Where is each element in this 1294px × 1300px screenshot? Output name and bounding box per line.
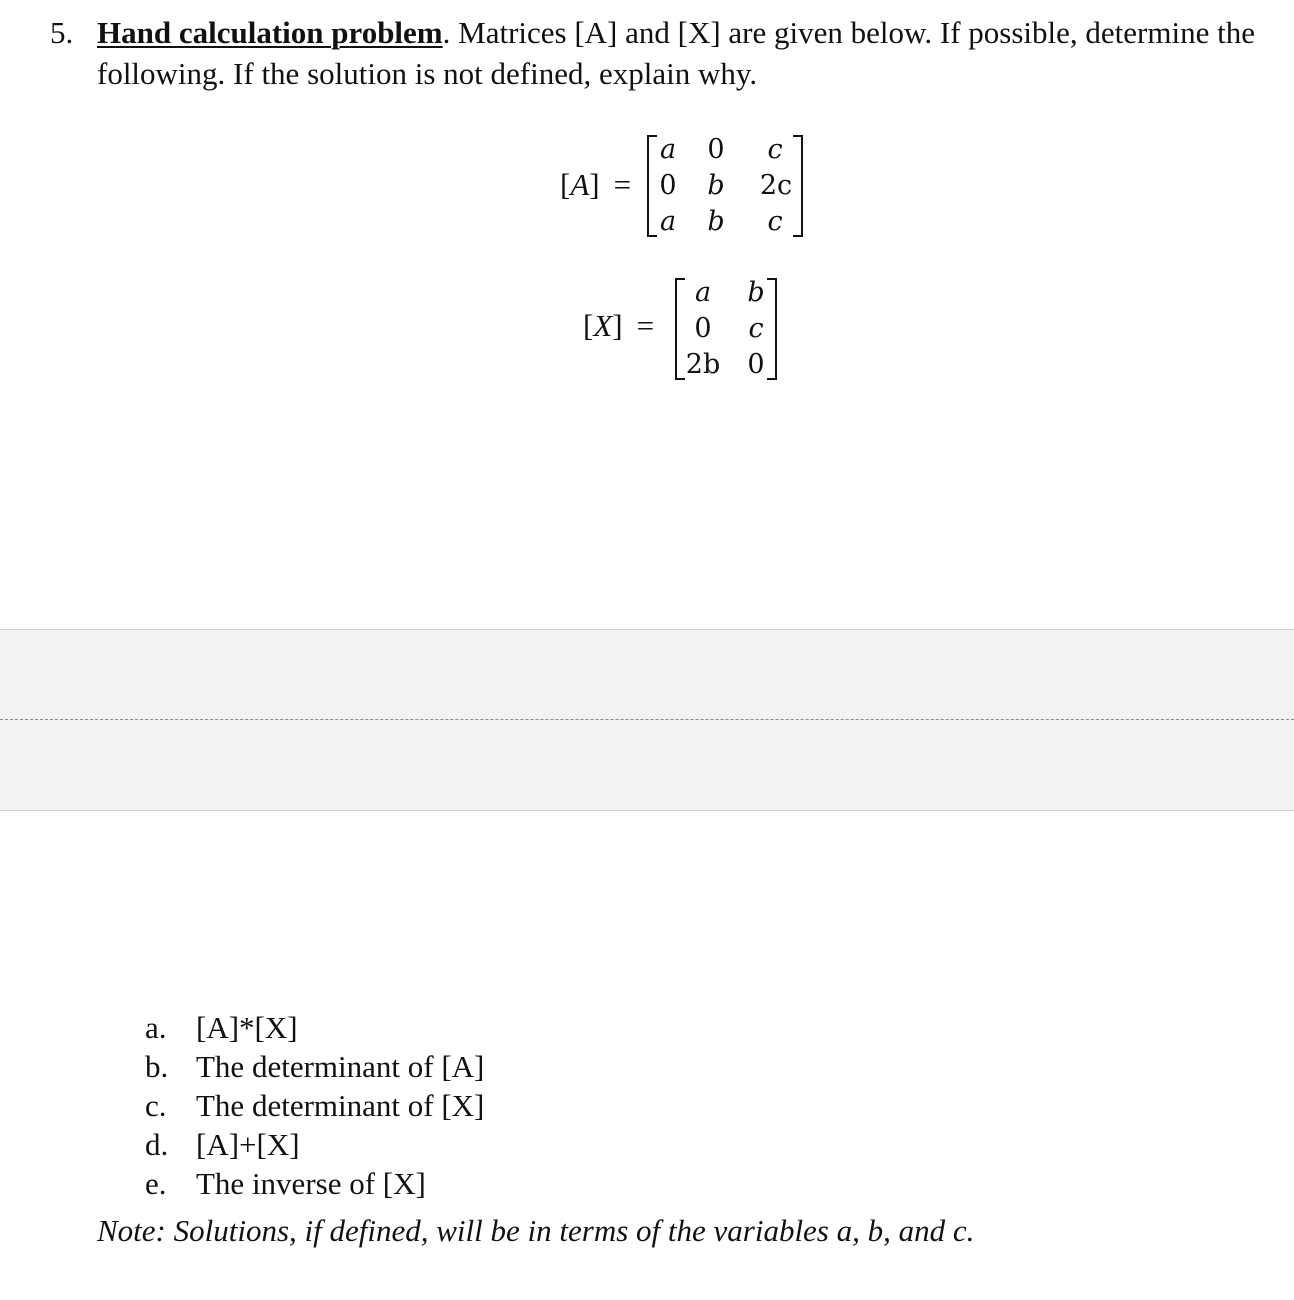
task-text: The determinant of [A] [196, 1049, 485, 1084]
problem-text [97, 12, 1280, 94]
task-text: [A]+[X] [196, 1127, 300, 1162]
task-marker: b. [145, 1049, 169, 1084]
task-item [145, 1164, 484, 1203]
matrix-a [647, 135, 803, 237]
matrix-x-cell: b [747, 277, 765, 308]
task-marker: d. [145, 1127, 169, 1162]
task-item [145, 1086, 484, 1125]
matrix-x-cell: 0 [747, 349, 765, 380]
task-marker: c. [145, 1088, 167, 1123]
task-list [145, 1008, 484, 1203]
matrix-a-cell: b [707, 170, 725, 201]
matrix-a-cell: c [767, 134, 783, 165]
task-item [145, 1008, 484, 1047]
matrix-a-cell: 0 [707, 134, 725, 165]
page-break-band-top [0, 629, 1294, 720]
matrix-x-label: [X] = [583, 308, 655, 343]
task-item [145, 1047, 484, 1086]
note-text: Note: Solutions, if defined, will be in terms of the variables a, b, and c. [97, 1213, 975, 1248]
matrix-x-cell: a [694, 277, 712, 308]
matrix-a-cell: b [707, 206, 725, 237]
problem-statement [50, 12, 1280, 94]
matrix-x-cell: c [748, 313, 764, 344]
page-break-band-bottom [0, 720, 1294, 811]
problem-heading: Hand calculation problem [97, 15, 443, 50]
equals-sign: = [613, 167, 632, 202]
task-text: The inverse of [X] [196, 1166, 426, 1201]
task-text: [A]*[X] [196, 1010, 298, 1045]
task-marker: e. [145, 1166, 167, 1201]
matrix-a-cell: a [659, 134, 677, 165]
problem-number: 5. [50, 15, 74, 50]
matrix-a-cell: 2c [759, 170, 793, 201]
matrix-a-label: [A] = [560, 167, 632, 202]
equals-sign: = [636, 308, 655, 343]
matrix-a-cell: a [659, 206, 677, 237]
task-marker: a. [145, 1010, 167, 1045]
problem-description: . Matrices [A] and [X] are given below. If possible, determine the following. If the solution is not defined, explain why. [97, 15, 1255, 91]
task-text: The determinant of [X] [196, 1088, 485, 1123]
matrix-x [675, 278, 777, 380]
matrix-a-cell: 0 [659, 170, 677, 201]
matrix-a-cell: c [767, 206, 783, 237]
page-break-divider [0, 719, 1294, 720]
matrix-x-cell: 0 [694, 313, 712, 344]
task-item [145, 1125, 484, 1164]
matrix-x-cell: 2b [685, 349, 721, 380]
